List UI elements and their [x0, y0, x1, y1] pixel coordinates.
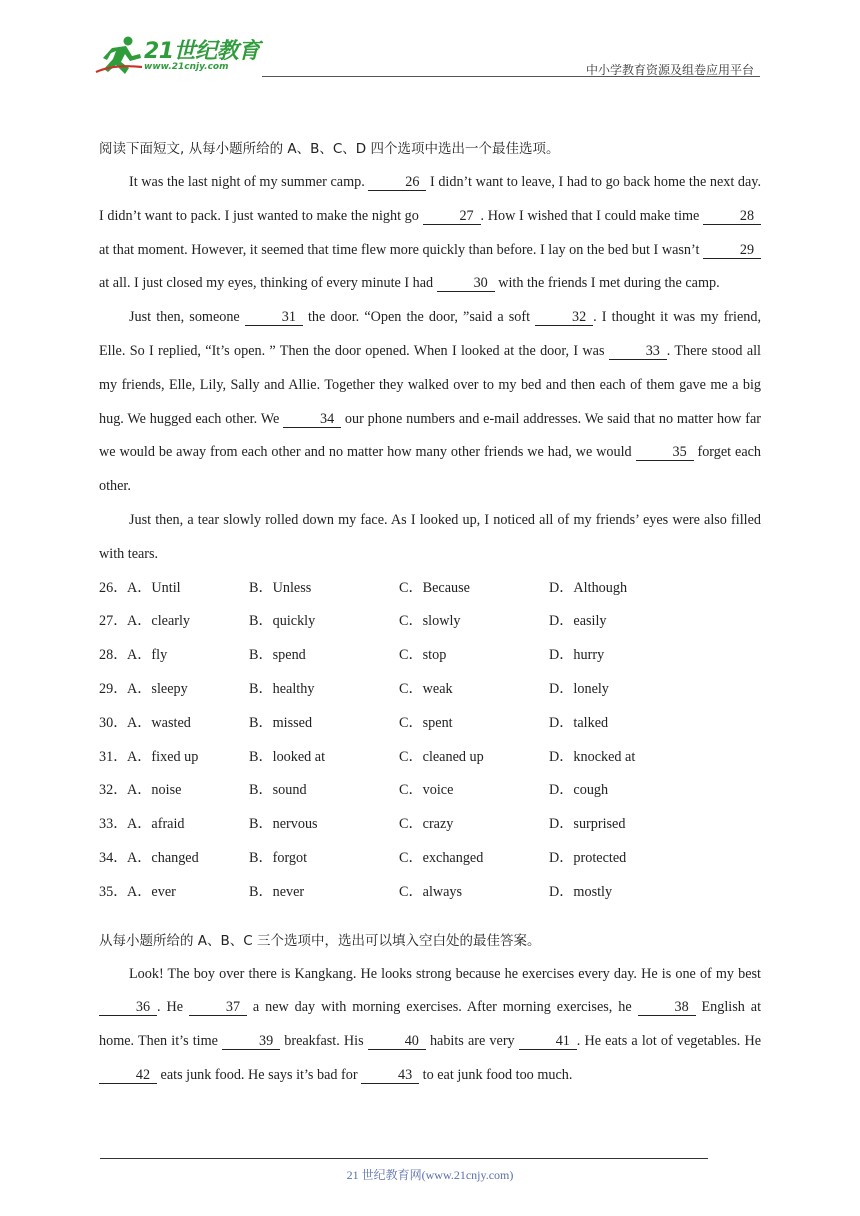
- passage-text: It was the last night of my summer camp.: [129, 174, 369, 190]
- option-b[interactable]: B．spend: [249, 647, 306, 664]
- option-a[interactable]: A．Until: [127, 579, 181, 596]
- answer-blank[interactable]: 28: [703, 208, 761, 225]
- option-c[interactable]: C．slowly: [399, 613, 461, 630]
- passage-text: habits are very: [425, 1033, 519, 1050]
- answer-blank[interactable]: 32: [535, 309, 593, 326]
- answer-blank[interactable]: 42: [99, 1067, 157, 1084]
- running-figure-icon: [94, 34, 146, 76]
- passage-text: I didn’t want to leave, I had to go back home the next day. I didn’t want to pack. I just wanted to make the night go: [99, 174, 762, 224]
- passage-paragraph: [99, 504, 761, 572]
- passage-text: English at home. Then it’s time: [99, 999, 762, 1050]
- passage-text: Look! The boy over there is Kangkang. He looks strong because he exercises every day. He is one of my best: [129, 965, 761, 982]
- answer-blank[interactable]: 26: [368, 174, 426, 191]
- option-d[interactable]: D．talked: [549, 714, 609, 731]
- passage-paragraph: [99, 958, 761, 1093]
- passage-text: Just then, someone: [129, 309, 245, 326]
- question-row: [99, 572, 761, 606]
- option-b[interactable]: B．forgot: [249, 849, 308, 866]
- option-c[interactable]: C．exchanged: [399, 849, 484, 866]
- answer-blank[interactable]: 34: [283, 411, 341, 428]
- answer-blank[interactable]: 43: [361, 1067, 419, 1084]
- footer-source[interactable]: 21 世纪教育网(www.21cnjy.com): [346, 1168, 514, 1182]
- option-a[interactable]: A．changed: [127, 849, 199, 866]
- option-c[interactable]: C．always: [399, 883, 463, 900]
- option-a[interactable]: A．fly: [127, 647, 168, 664]
- question-row: [99, 876, 761, 910]
- answer-blank[interactable]: 35: [636, 444, 694, 461]
- passage-paragraph: [99, 301, 761, 504]
- option-a[interactable]: A．clearly: [127, 613, 191, 630]
- option-b[interactable]: B．quickly: [249, 613, 316, 630]
- passage-text: a new day with morning exercises. After morning exercises, he: [246, 999, 638, 1016]
- question-number: 29．: [99, 680, 128, 697]
- option-c[interactable]: C．spent: [399, 714, 453, 731]
- passage-text: Just then, a tear slowly rolled down my face. As I looked up, I noticed all of my friends’ eyes were also filled with tears.: [99, 511, 761, 562]
- option-d[interactable]: D．knocked at: [549, 748, 636, 765]
- answer-blank[interactable]: 30: [437, 275, 495, 292]
- section1-instruction: 阅读下面短文, 从每小题所给的 A、B、C、D 四个选项中选出一个最佳选项。: [99, 141, 560, 157]
- answer-blank[interactable]: 39: [222, 1033, 280, 1050]
- passage-paragraph: [99, 166, 761, 301]
- option-a[interactable]: A．fixed up: [127, 748, 199, 765]
- option-b[interactable]: B．nervous: [249, 816, 318, 833]
- question-row: [99, 639, 761, 673]
- option-b[interactable]: B．missed: [249, 714, 313, 731]
- question-number: 28．: [99, 647, 128, 664]
- passage-text: . There stood all my friends, Elle, Lily, Sally and Allie. Together they walked over to my bed and then each of them gave me a big hug. We hugged each other. We: [99, 342, 761, 427]
- header-tagline: 中小学教育资源及组卷应用平台: [585, 63, 754, 77]
- footer-divider: [100, 1158, 708, 1159]
- question-number: 32．: [99, 782, 128, 799]
- option-c[interactable]: C．weak: [399, 680, 453, 697]
- option-c[interactable]: C．Because: [399, 579, 470, 596]
- passage-text: our phone numbers and e-mail addresses. We said that no matter how far we would be away from each other and no matter how many other friends we had, we would: [99, 410, 761, 461]
- logo-url: www.21cnjy.com: [144, 62, 229, 72]
- option-d[interactable]: D．protected: [549, 849, 627, 866]
- question-number: 26．: [99, 579, 128, 596]
- section1-options: [99, 572, 761, 910]
- question-row: [99, 707, 761, 741]
- option-d[interactable]: D．hurry: [549, 647, 605, 664]
- question-number: 34．: [99, 849, 128, 866]
- option-a[interactable]: A．ever: [127, 883, 176, 900]
- option-b[interactable]: B．Unless: [249, 579, 312, 596]
- page-header: [0, 0, 860, 80]
- option-a[interactable]: A．noise: [127, 782, 182, 799]
- answer-blank[interactable]: 40: [368, 1033, 426, 1050]
- question-row: [99, 808, 761, 842]
- logo-wordmark: 21世纪教育: [144, 39, 260, 64]
- question-number: 31．: [99, 748, 128, 765]
- passage-text: . How I wished that I could make time: [480, 207, 704, 224]
- passage-text: with the friends I met during the camp.: [494, 275, 720, 292]
- header-divider: [262, 76, 760, 77]
- section2-passage: [99, 958, 761, 1093]
- passage-text: at that moment. However, it seemed that time flew more quickly than before. I lay on the bed but I wasn’t: [99, 241, 703, 258]
- question-number: 35．: [99, 883, 128, 900]
- option-d[interactable]: D．mostly: [549, 883, 613, 900]
- option-c[interactable]: C．cleaned up: [399, 748, 484, 765]
- passage-text: . I thought it was my friend, Elle. So I replied, “It’s open. ” Then the door opened. When I looked at the door, I was: [99, 309, 761, 359]
- question-row: [99, 673, 761, 707]
- option-d[interactable]: D．cough: [549, 782, 609, 799]
- option-d[interactable]: D．surprised: [549, 816, 626, 833]
- question-row: [99, 741, 761, 775]
- passage-text: eats junk food. He says it’s bad for: [157, 1066, 362, 1083]
- option-c[interactable]: C．crazy: [399, 816, 454, 833]
- answer-blank[interactable]: 33: [609, 343, 667, 360]
- answer-blank[interactable]: 27: [423, 208, 481, 225]
- option-d[interactable]: D．Although: [549, 579, 628, 596]
- answer-blank[interactable]: 38: [638, 999, 696, 1016]
- option-a[interactable]: A．wasted: [127, 714, 191, 731]
- option-b[interactable]: B．sound: [249, 782, 307, 799]
- option-a[interactable]: A．sleepy: [127, 680, 188, 697]
- answer-blank[interactable]: 37: [189, 999, 247, 1016]
- passage-text: to eat junk food too much.: [419, 1066, 573, 1083]
- passage-text: at all. I just closed my eyes, thinking of every minute I had: [99, 275, 437, 292]
- option-b[interactable]: B．looked at: [249, 748, 326, 765]
- option-d[interactable]: D．easily: [549, 613, 607, 630]
- passage-text: breakfast. His: [280, 1033, 368, 1050]
- passage-text: forget each other.: [99, 444, 762, 495]
- question-number: 30．: [99, 714, 128, 731]
- section2-instruction: 从每小题所给的 A、B、C 三个选项中，选出可以填入空白处的最佳答案。: [99, 932, 541, 949]
- document-body: [99, 132, 761, 1093]
- answer-blank[interactable]: 29: [703, 242, 761, 259]
- answer-blank[interactable]: 36: [99, 999, 157, 1016]
- passage-text: . He: [157, 999, 189, 1016]
- answer-blank[interactable]: 41: [519, 1033, 577, 1050]
- passage-text: the door. “Open the door, ”said a soft: [302, 309, 536, 326]
- section1-passage: [99, 166, 761, 572]
- site-logo[interactable]: [94, 34, 264, 78]
- question-number: 27．: [99, 613, 128, 630]
- passage-text: . He eats a lot of vegetables. He: [576, 1033, 762, 1050]
- option-c[interactable]: C．stop: [399, 647, 447, 664]
- option-b[interactable]: B．healthy: [249, 680, 315, 697]
- option-a[interactable]: A．afraid: [127, 816, 185, 833]
- question-row: [99, 774, 761, 808]
- question-row: [99, 605, 761, 639]
- option-d[interactable]: D．lonely: [549, 680, 609, 697]
- question-row: [99, 842, 761, 876]
- question-number: 33．: [99, 816, 128, 833]
- option-b[interactable]: B．never: [249, 883, 305, 900]
- option-c[interactable]: C．voice: [399, 782, 454, 799]
- answer-blank[interactable]: 31: [245, 309, 303, 326]
